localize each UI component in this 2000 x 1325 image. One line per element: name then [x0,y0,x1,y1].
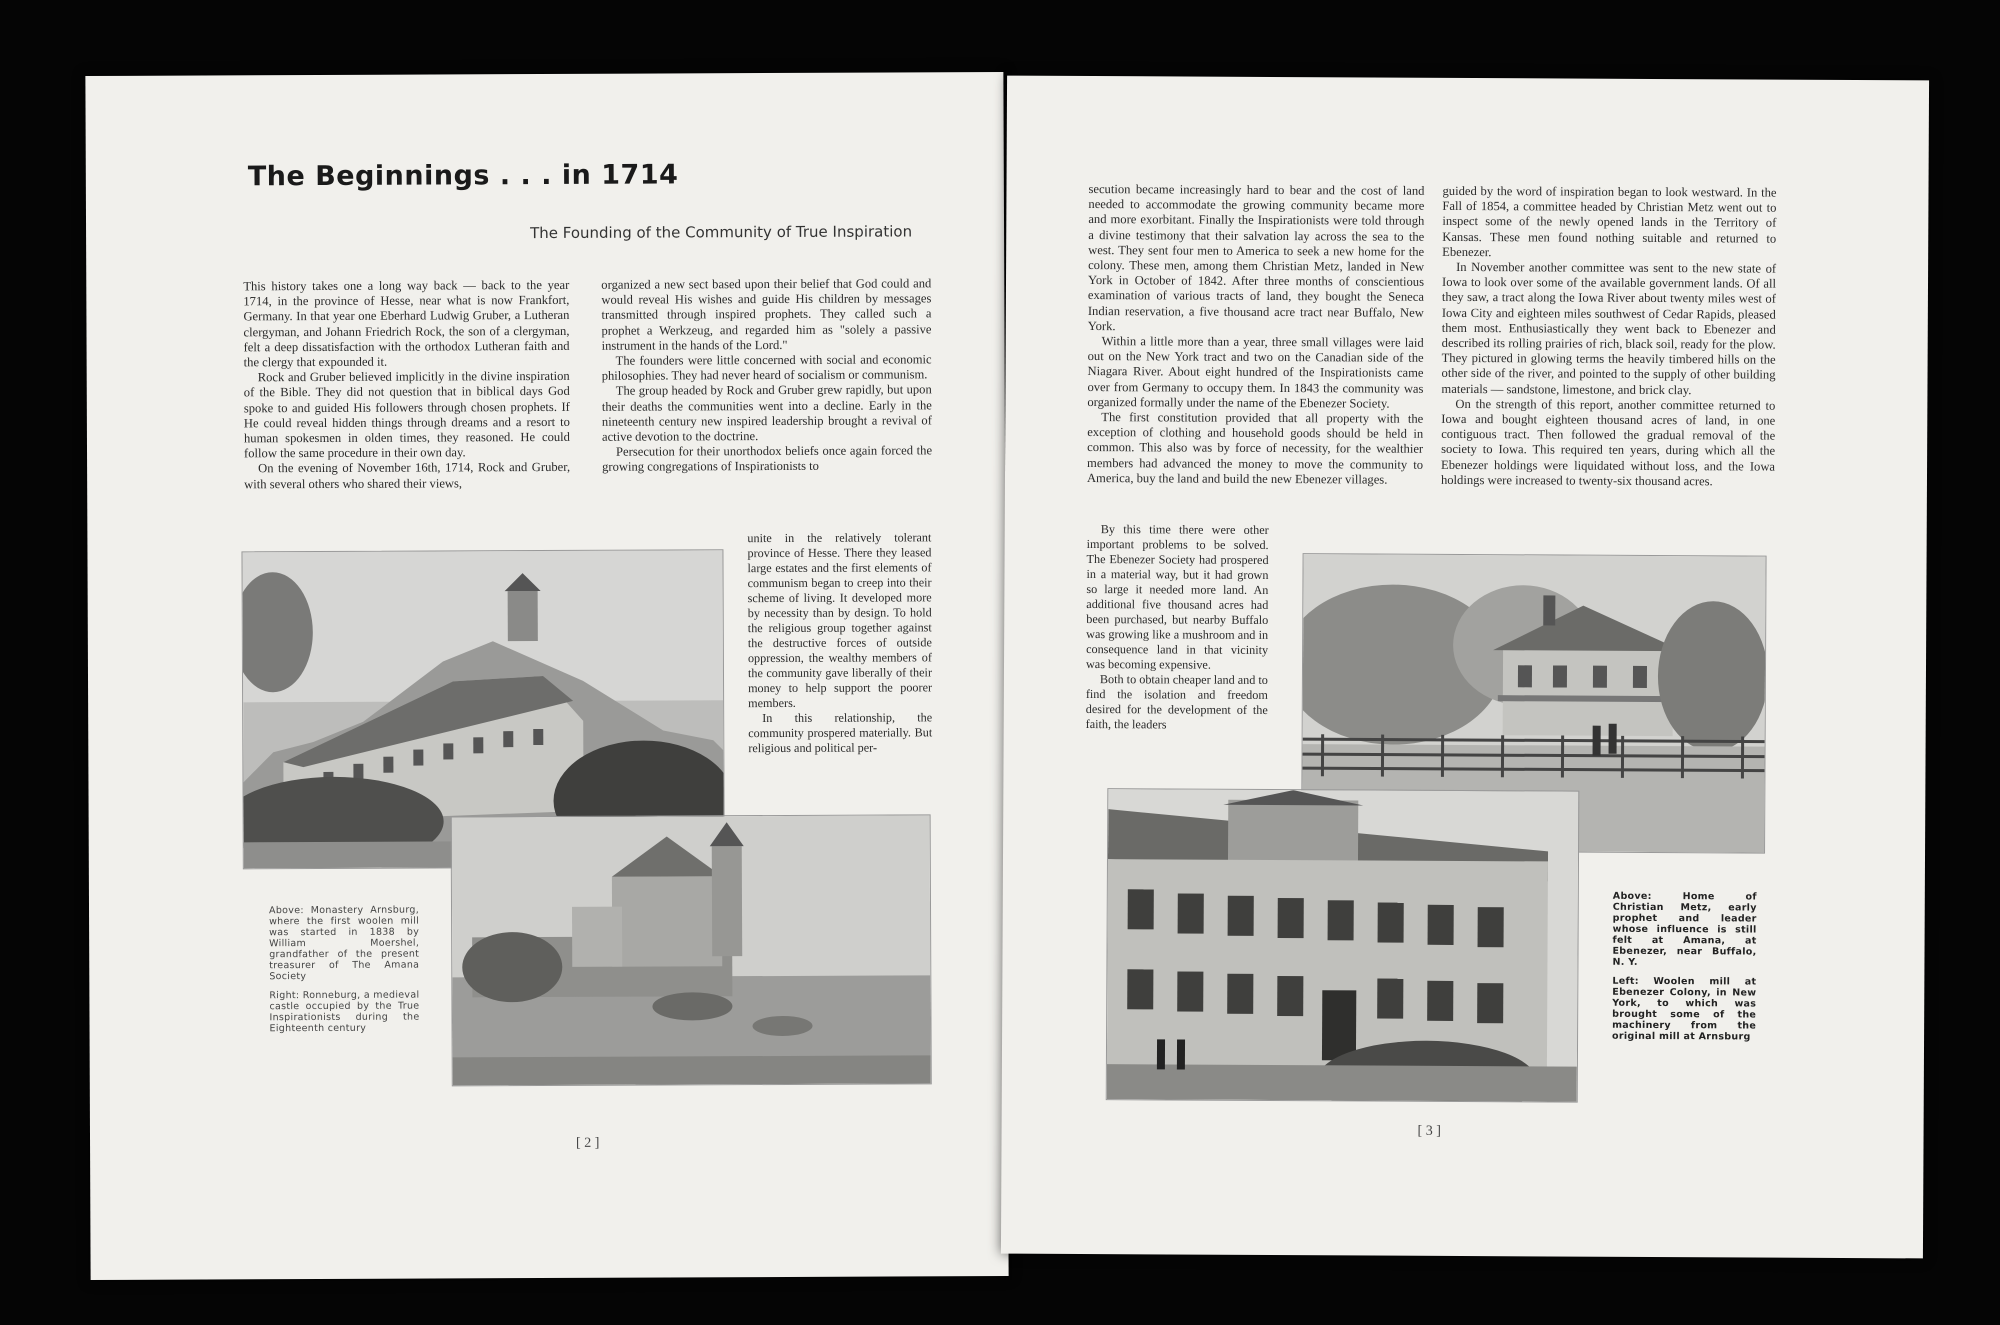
text-column-1 [243,278,570,492]
text-column-2 [601,276,932,475]
paragraph: On the strength of this report, another committee returned to Iowa and bought eighteen thousand acres of land, in one contiguous tract. Then followed the gradual removal of the society to Iowa. This required ten years, during which all the Ebenezer holdings were liquidated without loss, and the Iowa holdings were increased to twenty-six thousand acres. [1440,396,1776,489]
paragraph: secution became increasingly hard to bear and the cost of land needed to accommodate the growing community became more and more exorbitant. Finally the Inspirationists were told through a divine testimony that their salvation lay across the sea to the west. They sent four men to America to seek a new home for the colony. These men, among them Christian Metz, landed in New York in October of 1842. After three months of conscientious examination of various tracts of land, they bought the Seneca Indian reservation, a five thousand acre tract near Buffalo, New York. [1087,182,1425,333]
ronneburg-castle-photo [451,814,932,1086]
paragraph: Persecution for their unorthodox beliefs once again forced the growing congregations of Inspirationists to [602,443,933,475]
woolen-mill-ebenezer-photo [1106,788,1580,1102]
caption-woolen-mill: Left: Woolen mill at Ebenezer Colony, in New York, to which was brought some of the machinery from the original mill at Arnsburg [1612,975,1757,1043]
paragraph: Rock and Gruber believed implicitly in the divine inspiration of the Bible. They did not question that in biblical days God spoke to and guided His followers through chosen prophets. If He could reveal hidden things through dreams and a resort to human spokesmen in olden times, they reasoned. He could follow the same procedure in their own day. [243,369,570,461]
paragraph: The first constitution provided that all property with the exception of clothing and household goods should be held in common. This also was by force of necessity, for the wealthier members had advanced the money to move the community to America, buy the land and build the new Ebenezer villages. [1086,410,1424,487]
paragraph: The founders were little concerned with social and economic philosophies. They had never heard of socialism or communism. [601,352,932,383]
paragraph: organized a new sect based upon their belief that God could and would reveal His wishes and guide His children by messages transmitted through inspired prophets. They called such a prophet a Werkzeug, and regarded him as "solely a passive instrument in the hands of the Lord." [601,276,932,353]
page-number: [ 2 ] [576,1135,600,1151]
paragraph: This history takes one a long way back — back to the year 1714, in the province of Hesse, near what is now Frankfort, Germany. In that year one Eberhard Ludwig Gruber, a Lutheran clergyman, and Johann Friedrich Rock, the son of a clergyman, felt a deep dissatisfaction with the orthodox Lutheran faith and the clergy that expounded it. [243,277,570,370]
paragraph: By this time there were other important problems to be solved. The Ebenezer Society had prospered in a material way, but it had grown so large it needed more land. An additional five thousand acres had been purchased, but nearby Buffalo was growing like a mushroom and in consequence land in that vicinity was becoming expensive. [1085,522,1269,672]
page-number: [ 3 ] [1417,1123,1441,1139]
paragraph: Both to obtain cheaper land and to find the isolation and freedom desired for the development of the faith, the leaders [1085,672,1268,732]
paragraph: Within a little more than a year, three small villages were laid out on the New York tract and two on the Canadian side of the Niagara River. About eight hundred of the Inspirationists came over from Germany to occupy them. In 1843 the community was organized formally under the name of the Ebenezer Society. [1087,334,1424,411]
text-column-1b [1086,522,1269,733]
paragraph: guided by the word of inspiration began to look westward. In the Fall of 1854, a committee headed by Christian Metz went out to inspect some of the newly opened lands in the Territory of Kansas. These men found nothing suitable and returned to Ebenezer. [1442,183,1777,259]
right-caption-block [1612,891,1757,1051]
page-title: The Beginnings . . . in 1714 [247,159,679,193]
text-column-2 [1441,184,1777,490]
paragraph: In this relationship, the community prospered materially. But religious and political per- [748,710,933,756]
text-column-1 [1087,182,1425,488]
caption-ronneburg: Right: Ronneburg, a medieval castle occupied by the True Inspirationists during the Eighteenth century [269,989,420,1035]
caption-metz-home: Above: Home of Christian Metz, early prophet and leader whose influence is still felt at Amana, at Ebenezer, near Buffalo, N. Y. [1612,890,1757,968]
paragraph: On the evening of November 16th, 1714, Rock and Gruber, with several others who shared their views, [244,460,571,491]
paragraph: In November another committee was sent to the new state of Iowa to look over some of the available government lands. Of all they saw, a tract along the Iowa River about twenty miles west of Iowa City and eighteen miles southwest of Cedar Rapids, pleased them most. Enthusiastically they went back to Ebenezer and described its rolling prairies of rich, black soil, ready for the plow. They pictured in glowing terms the heavily timbered hills on the other side of the river, and pointed to the supply of other building materials — sandstone, limestone, and brick clay. [1441,259,1777,397]
paragraph: The group headed by Rock and Gruber grew rapidly, but upon their deaths the communities went into a decline. Early in the nineteenth century new inspired leadership brought a revival of active devotion to the doctrine. [601,382,932,444]
left-page [85,72,1008,1280]
page-subtitle: The Founding of the Community of True Inspiration [530,222,913,243]
paragraph: unite in the relatively tolerant province of Hesse. There they leased large estates and the first elements of communism began to creep into their scheme of living. It developed more by necessity than by design. To hold the religious group together against the destructive forces of outside oppression, the wealthy members of the community gave liberally of their money to help support the poorer members. [747,530,933,711]
right-page [1001,76,1929,1259]
text-column-3 [747,530,932,756]
left-caption-block [269,905,420,1043]
caption-monastery: Above: Monastery Arnsburg, where the first woolen mill was started in 1838 by William Moershel, grandfather of the present treasurer of The Amana Society [268,904,420,983]
